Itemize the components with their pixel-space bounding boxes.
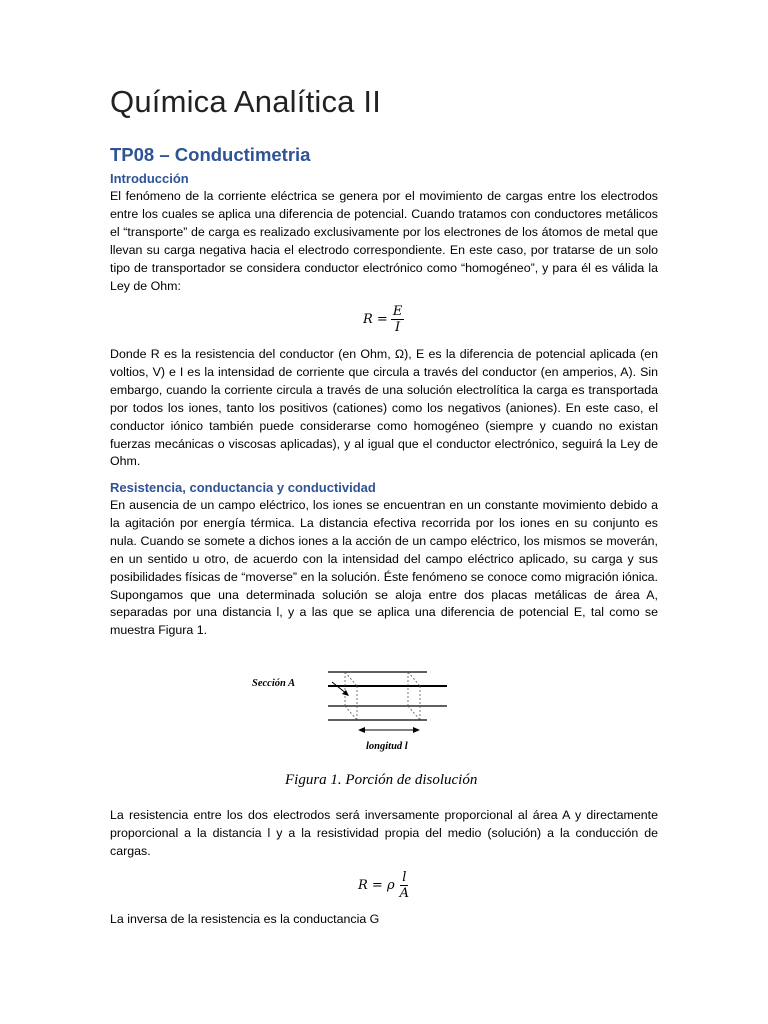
formula2-denominator: A bbox=[399, 886, 409, 901]
figure-diagram bbox=[250, 660, 510, 760]
ohm-law-formula bbox=[363, 304, 404, 335]
paragraph-conductance: La inversa de la resistencia es la conductancia G bbox=[110, 912, 380, 926]
figure-caption: Figura 1. Porción de disolución bbox=[285, 772, 478, 788]
section-heading-resistencia: Resistencia, conductancia y conductividad bbox=[110, 480, 376, 495]
formula-denominator: I bbox=[395, 320, 401, 335]
paragraph-ohm-explanation: Donde R es la resistencia del conductor (en Ohm, Ω), E es la diferencia de potencial aplicada (en voltios, V) e I es la intensidad de corriente que circula a través del conductor (en amperios, A). Sin embargo, cuando la corriente circula a través de una solución electrolítica la carga es transportada por todos los iones, tanto los positivos (cationes) como los negativos (aniones). En este caso, el conductor iónico también puede considerarse como homogéneo (siempre y cuando no existan fuerzas mecánicas o viscosas aplicadas), y al igual que el conductor electrónico, seguirá la Ley de Ohm. bbox=[110, 347, 658, 469]
figure-length-arrowhead-left bbox=[358, 727, 365, 733]
formula2-fraction bbox=[398, 870, 411, 901]
formula2-lhs: R = ρ bbox=[358, 878, 395, 893]
paragraph-resistivity: La resistencia entre los dos electrodos será inversamente proporcional al área A y directamente proporcional a la distancia l y a la resistividad propia del medio (solución) a la conducción de cargas. bbox=[110, 808, 658, 858]
document-title: Química Analítica II bbox=[110, 84, 382, 119]
practical-heading: TP08 – Conductimetria bbox=[110, 144, 311, 165]
formula-lhs: R = bbox=[363, 312, 388, 327]
figure-label-length: longitud l bbox=[366, 741, 408, 752]
formula-numerator: E bbox=[392, 304, 403, 319]
section-heading-introduccion: Introducción bbox=[110, 171, 189, 186]
formula-fraction bbox=[391, 304, 405, 335]
figure-dashed-box-left bbox=[345, 672, 357, 720]
paragraph-migration: En ausencia de un campo eléctrico, los iones se encuentran en un constante movimiento debido a la agitación por energía térmica. La distancia efectiva recorrida por los iones en su conjunto es nula. Cuando se somete a dichos iones a la acción de un campo eléctrico, los mismos se moverán, en un sentido u otro, de acuerdo con la intensidad del campo eléctrico aplicado, su carga y sus posibilidades físicas de “moverse” en la solución. Éste fenómeno se conoce como migración iónica. Supongamos que una determinada solución se aloja entre dos placas metálicas de área A, separadas por una distancia l, y a las que se aplica una diferencia de potencial E, tal como se muestra Figura 1. bbox=[110, 498, 658, 638]
figure-label-section: Sección A bbox=[252, 678, 296, 689]
paragraph-intro: El fenómeno de la corriente eléctrica se genera por el movimiento de cargas entre los electrodos entre los cuales se aplica una diferencia de potencial. Cuando tratamos con conductores metálicos el “transporte” de carga es realizado exclusivamente por los electrones de los átomos de metal que llevan su carga negativa hacia el electrodo correspondiente. En este caso, por tratarse de un solo tipo de transportador se considera conductor electrónico como “homogéneo”, y para él es válida la Ley de Ohm: bbox=[110, 189, 658, 293]
formula2-numerator: l bbox=[402, 870, 407, 885]
figure-length-arrowhead-right bbox=[413, 727, 420, 733]
figure-dashed-box-right bbox=[408, 672, 420, 720]
resistivity-formula bbox=[358, 870, 411, 901]
